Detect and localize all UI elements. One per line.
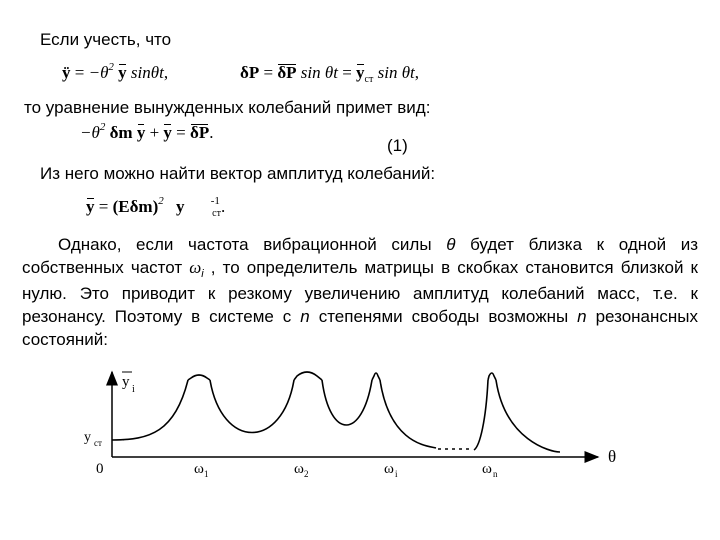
eq2-y: y — [356, 63, 365, 82]
eq2-dP: δP — [240, 63, 260, 82]
eq4-equals: = — [98, 197, 109, 216]
eq3-plus: + — [149, 123, 160, 142]
tick-omega-1 — [194, 461, 209, 479]
intro-line: Если учесть, что — [40, 30, 172, 49]
eq3-minus-theta: −θ — [80, 123, 100, 142]
eq4-y2: y — [176, 197, 185, 216]
amplitude-intro-line: Из него можно найти вектор амплитуд колебаний: — [40, 164, 436, 183]
resonance-peaks — [188, 372, 496, 380]
eq3-y2: y — [163, 123, 172, 142]
para-theta: θ — [446, 235, 456, 254]
para-n1: n — [300, 307, 310, 326]
origin-label: 0 — [96, 461, 104, 477]
para-omega-sub: i — [201, 268, 204, 280]
svg-text:ω: ω — [384, 461, 394, 477]
eq2-sin2: sin — [377, 63, 398, 82]
eq4-inverse: -1 — [210, 195, 220, 207]
para-part4: степенями свободы возможны — [309, 307, 578, 326]
para-part5: резонансных состояний: — [22, 307, 698, 349]
eq4-y: y — [86, 197, 95, 216]
y-static-label — [84, 430, 102, 448]
eq1-lhs: ÿ — [62, 63, 71, 82]
svg-text:2: 2 — [304, 469, 309, 479]
svg-text:i: i — [395, 469, 398, 479]
para-part3: , то определитель матрицы в скобках становится близкой к нулю. Это приводит к резкому увеличению амплитуд колебаний масс, т.е. к резонансу. Поэтому в системе с — [22, 258, 698, 326]
eq3-square: 2 — [99, 121, 106, 133]
tick-omega-n — [482, 461, 498, 479]
eq3-y1: y — [136, 123, 146, 142]
eq2-st: ст — [364, 74, 374, 85]
eq1-square: 2 — [108, 61, 114, 73]
equation-intro-line: то уравнение вынужденных колебаний примет вид: — [24, 98, 431, 117]
eq2-equals2: = — [342, 63, 352, 82]
eq3-equals: = — [176, 123, 186, 142]
eq1-comma: , — [163, 63, 169, 82]
eq1-y: y — [118, 63, 127, 82]
eq4-paren: (Eδm) — [112, 197, 159, 216]
eq2-equals: = — [263, 63, 274, 82]
y-axis-label — [122, 372, 135, 395]
eq2-sin1: sin — [300, 63, 321, 82]
para-part1: Однако, если частота вибрационной силы — [58, 235, 447, 254]
eq2-comma: , — [414, 63, 420, 82]
eq4-dot: . — [220, 197, 226, 216]
svg-text:ω: ω — [194, 461, 204, 477]
svg-text:ω: ω — [294, 461, 304, 477]
y-static-text: y — [84, 430, 91, 445]
svg-text:ω: ω — [482, 461, 492, 477]
x-axis-label: θ — [608, 447, 617, 466]
eq2-theta-t2: θt — [401, 63, 415, 82]
para-part2: будет близка к одной из собственных частот — [22, 235, 698, 277]
svg-text:1: 1 — [204, 469, 209, 479]
eq3-dot: . — [209, 123, 214, 142]
tick-omega-i — [384, 461, 398, 479]
resonance-curve — [112, 380, 560, 452]
eq3-dP: δP — [190, 123, 210, 142]
svg-text:n: n — [493, 469, 498, 479]
para-omega: ω — [189, 258, 202, 277]
eq1-equals: = — [74, 63, 85, 82]
eq1-minus-theta: −θ — [88, 63, 109, 82]
eq1-sin: sin — [130, 63, 151, 82]
equation-number: (1) — [387, 136, 408, 155]
para-n2: n — [577, 307, 587, 326]
eq2-theta-t1: θt — [324, 63, 338, 82]
eq4-square: 2 — [158, 195, 164, 207]
tick-omega-2 — [294, 461, 309, 479]
eq2-dP-bar: δP — [277, 63, 297, 82]
eq3-dm: δm — [109, 123, 133, 142]
y-axis-label-sub: i — [132, 384, 135, 395]
y-static-sub: ст — [94, 438, 102, 448]
eq1-theta-t: θt — [150, 63, 164, 82]
eq4-st: ст — [212, 208, 221, 219]
y-axis-label-text: y — [122, 374, 130, 390]
